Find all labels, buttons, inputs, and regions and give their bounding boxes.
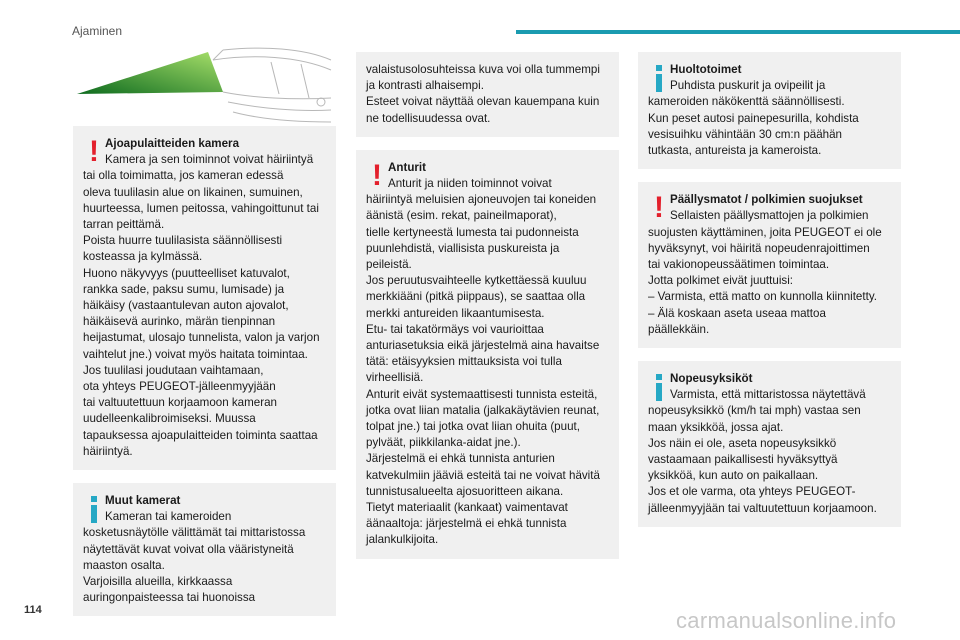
warning-box-camera [73,126,336,470]
page-number: 114 [24,604,42,616]
info-icon [87,494,101,524]
box-first-line: Kameran tai kameroiden [105,510,232,524]
info-box-speed-units [638,361,901,527]
box-first-line: Sellaisten päällysmattojen ja polkimien [670,209,869,223]
watermark: carmanualsonline.info [676,608,897,633]
box-title: Huoltotoimet [670,63,742,76]
box-first-line: Anturit ja niiden toiminnot voivat [388,177,552,191]
column-3 [638,52,901,540]
box-title: Muut kamerat [105,494,181,508]
warning-box-floor-mats [638,182,901,348]
info-icon [652,372,666,402]
box-text: valaistusolosuhteissa kuva voi olla tummempi ja kontrasti alhaisempi. Esteet voivat näyttää olevan kauempana kuin ne todellisuudessa ovat. [366,63,600,125]
box-title: Anturit [388,160,426,174]
box-first-line: Puhdista puskurit ja ovipeilit ja [670,79,826,93]
header-accent-bar [516,30,960,34]
warning-exclamation-icon: ! [89,135,99,168]
info-icon [652,63,666,93]
column-1 [73,42,336,629]
warning-box-sensors [356,150,619,559]
section-title: Ajaminen [72,24,123,38]
box-first-line: Kamera ja sen toiminnot voivat häiriintyä [105,153,314,167]
box-title: Ajoapulaitteiden kamera [105,137,240,150]
car-camera-illustration [73,42,336,126]
box-first-line: Varmista, että mittaristossa näytettävä [670,388,866,402]
box-text: kameroiden näkökenttä säännöllisesti. Kun peset autosi painepesurilla, kohdista vesisuihku vähintään 30 cm:n päähän tutkasta, antureista ja kameroista. [648,95,859,158]
info-box-other-cameras [73,483,336,616]
column-2 [356,52,619,572]
box-title: Päällysmatot / polkimien suojukset [670,193,863,207]
box-title: Nopeusyksiköt [670,372,753,386]
warning-exclamation-icon: ! [654,191,664,225]
box-text: nopeusyksikkö (km/h tai mph) vastaa sen maan yksikköä, jossa ajat. Jos näin ei ole, aseta nopeusyksikkö vastaamaan paikallisesti hyväksyttyä yksikköä, kun auto on paikallaan. Jos et ole varma, ota yhteys PEUGEOT- jälleenmyyjään tai valtuutettuun korjaamoon. [648,404,877,515]
box-text: häiriintyä meluisien ajoneuvojen tai koneiden äänistä (esim. rekat, paineilmaporat), tielle kertyneestä lumesta tai pudonneista puunlehdistä, viallisista puskureista ja peileistä. Jos peruutusvaihteelle kytkettäessä kuuluu merkkiääni (pitkä piippaus), se saattaa olla merkki antureiden likaantumisesta. Etu- tai takatörmäys voi vaurioittaa anturiasetuksia eikä järjestelmä aina havaitse tätä: etäisyyksien mittauksista voi tulla virheellisiä. Anturit eivät systemaattisesti tunnista esteitä, jotka ovat liian matalia (jalkakäytävien reunat, tolpat jne.) tai jotka ovat liian ohuita (puut, pylväät, piikkilanka-aidat jne.). Järjestelmä ei ehkä tunnista anturien katvekulmiin jääviä esteitä tai ne voivat hävitä tunnistusalueelta ajosuoritteen aikana. Tietyt materiaalit (kankaat) vaimentavat äänaaltoja: järjestelmä ei ehkä tunnista jalankulkijoita. [366,193,600,547]
warning-exclamation-icon: ! [372,158,382,192]
info-box-continued [356,52,619,137]
box-text: tai olla toimimatta, jos kameran edessä oleva tuulilasin alue on likainen, sumuinen, huurteessa, lumen peitossa, vahingoittunut tai tarran peittämä. Poista huurre tuulilasista säännöllisesti kosteassa ja kylmässä. Huono näkyvyys (puutteelliset katuvalot, rankka sade, paksu sumu, lumisade) ja häikäisy (vastaantulevan auton ajovalot, häikäisevä aurinko, märän tienpinnan heijastumat, ulosajo tunnelista, valon ja varjon vaihtelut jne.) voivat myös haitata toimintaa. Jos tuulilasi joudutaan vaihtamaan, ota yhteys PEUGEOT-jälleenmyyjään tai valtuutettuun korjaamoon kameran uudelleenkalibroimiseksi. Muussa tapauksessa ajoapulaitteiden toiminta saattaa häiriintyä. [83,169,320,458]
box-text: suojusten käyttäminen, joita PEUGEOT ei ole hyväksynyt, voi häiritä nopeudenrajoittimen tai vakionopeussäätimen toimintaa. Jotta polkimet eivät juuttuisi: – Varmista, että matto on kunnolla kiinnitetty. – Älä koskaan aseta useaa mattoa päällekkäin. [648,225,882,336]
box-text: kosketusnäytölle välittämät tai mittaristossa näytettävät kuvat voivat olla vääristyneitä maaston osalta. Varjoisilla alueilla, kirkkaassa auringonpaisteessa tai huonoissa [83,526,306,605]
info-box-maintenance [638,52,901,169]
